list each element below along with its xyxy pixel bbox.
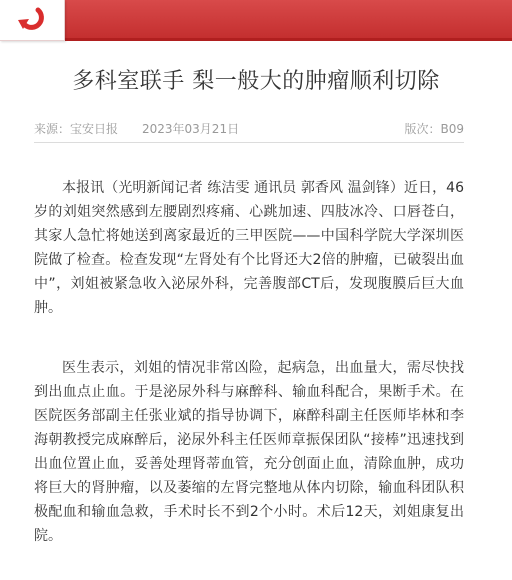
article-source: 来源：宝安日报 [34,122,119,136]
article-title: 多科室联手 梨一般大的肿瘤顺利切除 [72,69,440,94]
article-paragraph: 医生表示，刘姐的情况非常凶险，起病急，出血量大，需尽快找到出血点止血。于是泌尿外科与麻醉科、输血科配合，果断手术。在医院医务部副主任张业斌的指导协调下，麻醉科副主任医师毕林和李海朝教授完成麻醉后，泌尿外科主任医师章振保团队“接棒”迅速找到出血位置止血，妥善处理肾蒂血管，充分创面止血，清除血肿，成功将巨大的肾肿瘤，以及萎缩的左肾完整地从体内切除，输血科团队积极配血和输血急救，手术时长不到2个小时。术后12天，刘姐康复出院。 [34,360,464,544]
top-bar [0,0,512,38]
back-button[interactable] [0,0,65,41]
meta-divider [34,142,464,143]
article-meta [34,120,464,138]
back-arrow-icon [16,6,46,32]
article-paragraph: 本报讯（光明新闻记者 练洁雯 通讯员 郭香风 温剑锋）近日，46岁的刘姐突然感到左腰剧烈疼痛、心跳加速、四肢冰冷、口唇苍白，其家人急忙将她送到离家最近的三甲医院——中国科学院大学深圳医院做了检查。检查发现“左肾处有个比肾还大2倍的肿瘤，已破裂出血中”，刘姐被紧急收入泌尿外科，完善腹部CT后，发现腹膜后巨大血肿。 [34,180,464,316]
article-page-number: 版次：B09 [404,122,464,136]
top-bar-divider [0,38,512,41]
article-date: 2023年03月21日 [142,122,240,136]
